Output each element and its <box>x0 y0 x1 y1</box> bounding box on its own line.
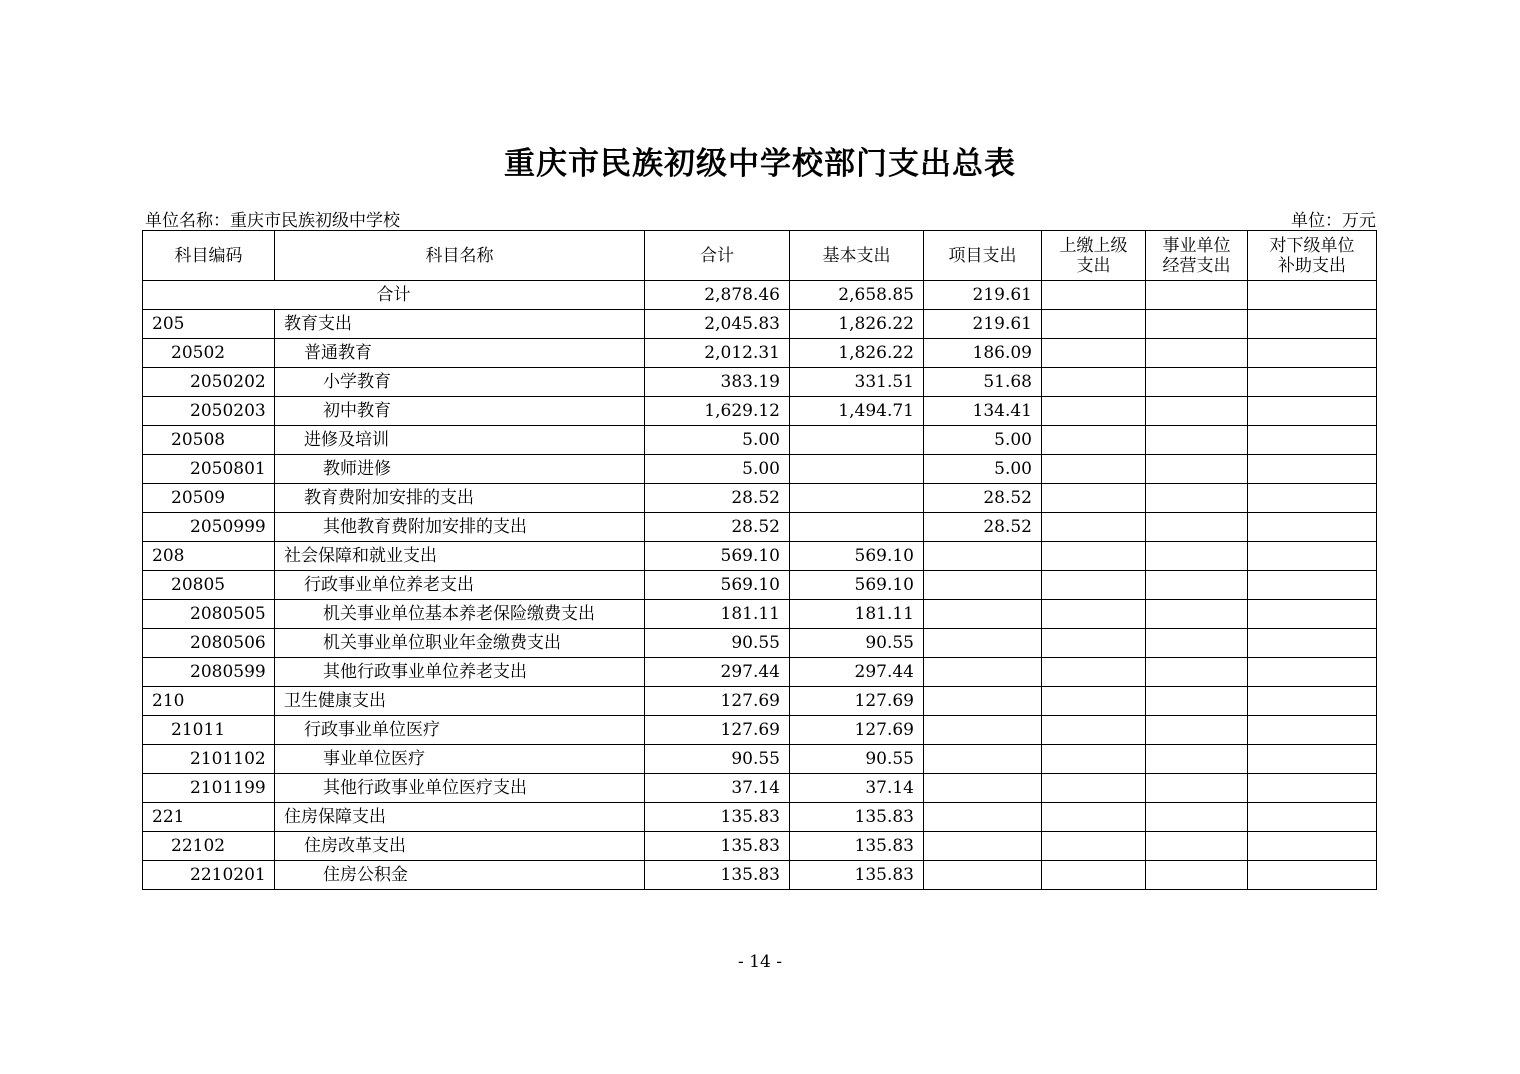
basic-value: 1,494.71 <box>790 397 924 426</box>
subject-code: 20805 <box>143 571 275 600</box>
total-upper <box>1042 281 1146 310</box>
table-row <box>143 803 1377 832</box>
business-value <box>1146 310 1248 339</box>
total-business <box>1146 281 1248 310</box>
business-value <box>1146 600 1248 629</box>
basic-value <box>790 455 924 484</box>
subsidy-value <box>1248 542 1377 571</box>
header-upper-line2: 支出 <box>1076 255 1111 276</box>
subsidy-value <box>1248 600 1377 629</box>
subject-code: 2101199 <box>143 774 275 803</box>
header-project: 项目支出 <box>924 231 1042 281</box>
upper-value <box>1042 600 1146 629</box>
subsidy-value <box>1248 513 1377 542</box>
subsidy-value <box>1248 368 1377 397</box>
business-value <box>1146 774 1248 803</box>
total-value: 135.83 <box>645 861 790 890</box>
subsidy-value <box>1248 339 1377 368</box>
subsidy-value <box>1248 484 1377 513</box>
basic-value: 37.14 <box>790 774 924 803</box>
upper-value <box>1042 397 1146 426</box>
project-value <box>924 687 1042 716</box>
basic-value: 90.55 <box>790 745 924 774</box>
table-row <box>143 571 1377 600</box>
subject-name: 教育支出 <box>275 310 645 339</box>
subject-name: 教育费附加安排的支出 <box>275 484 645 513</box>
upper-value <box>1042 861 1146 890</box>
table-row <box>143 687 1377 716</box>
subject-code: 21011 <box>143 716 275 745</box>
business-value <box>1146 339 1248 368</box>
basic-value: 127.69 <box>790 716 924 745</box>
subject-name: 住房保障支出 <box>275 803 645 832</box>
subject-code: 2080599 <box>143 658 275 687</box>
subject-name: 其他行政事业单位养老支出 <box>275 658 645 687</box>
business-value <box>1146 629 1248 658</box>
project-value <box>924 803 1042 832</box>
subject-code: 2050203 <box>143 397 275 426</box>
table-row <box>143 368 1377 397</box>
subject-code: 210 <box>143 687 275 716</box>
subsidy-value <box>1248 455 1377 484</box>
total-value: 127.69 <box>645 716 790 745</box>
project-value <box>924 600 1042 629</box>
upper-value <box>1042 658 1146 687</box>
basic-value <box>790 513 924 542</box>
subject-name: 行政事业单位医疗 <box>275 716 645 745</box>
business-value <box>1146 455 1248 484</box>
subject-name: 住房改革支出 <box>275 832 645 861</box>
header-name: 科目名称 <box>275 231 645 281</box>
project-value: 5.00 <box>924 426 1042 455</box>
subject-name: 社会保障和就业支出 <box>275 542 645 571</box>
business-value <box>1146 513 1248 542</box>
table-row <box>143 600 1377 629</box>
table-row <box>143 310 1377 339</box>
business-value <box>1146 658 1248 687</box>
table-row <box>143 629 1377 658</box>
subsidy-value <box>1248 803 1377 832</box>
basic-value: 297.44 <box>790 658 924 687</box>
project-value <box>924 716 1042 745</box>
table-row <box>143 513 1377 542</box>
subject-name: 机关事业单位职业年金缴费支出 <box>275 629 645 658</box>
subject-code: 221 <box>143 803 275 832</box>
total-value: 127.69 <box>645 687 790 716</box>
project-value: 28.52 <box>924 484 1042 513</box>
upper-value <box>1042 716 1146 745</box>
project-value <box>924 542 1042 571</box>
subsidy-value <box>1248 774 1377 803</box>
basic-value: 127.69 <box>790 687 924 716</box>
project-value <box>924 658 1042 687</box>
table-row <box>143 484 1377 513</box>
subject-name: 事业单位医疗 <box>275 745 645 774</box>
subject-code: 2080505 <box>143 600 275 629</box>
table-row <box>143 716 1377 745</box>
header-subsidy <box>1248 231 1377 281</box>
project-value: 186.09 <box>924 339 1042 368</box>
table-row <box>143 455 1377 484</box>
project-value: 28.52 <box>924 513 1042 542</box>
basic-value: 569.10 <box>790 571 924 600</box>
header-subsidy-line2: 补助支出 <box>1278 255 1346 276</box>
expenditure-table <box>142 230 1377 890</box>
business-value <box>1146 716 1248 745</box>
total-value: 181.11 <box>645 600 790 629</box>
header-business-line1: 事业单位 <box>1162 235 1231 256</box>
total-value: 135.83 <box>645 832 790 861</box>
total-subsidy <box>1248 281 1377 310</box>
upper-value <box>1042 629 1146 658</box>
subject-name: 小学教育 <box>275 368 645 397</box>
subject-name: 进修及培训 <box>275 426 645 455</box>
business-value <box>1146 484 1248 513</box>
total-value: 1,629.12 <box>645 397 790 426</box>
subsidy-value <box>1248 397 1377 426</box>
business-value <box>1146 832 1248 861</box>
subject-code: 20509 <box>143 484 275 513</box>
subject-code: 2080506 <box>143 629 275 658</box>
total-value: 28.52 <box>645 513 790 542</box>
subject-code: 20502 <box>143 339 275 368</box>
subsidy-value <box>1248 571 1377 600</box>
page-title: 重庆市民族初级中学校部门支出总表 <box>504 146 1016 182</box>
project-value <box>924 774 1042 803</box>
table-row <box>143 861 1377 890</box>
subject-name: 其他行政事业单位医疗支出 <box>275 774 645 803</box>
unit-name: 单位名称：重庆市民族初级中学校 <box>145 211 400 231</box>
subject-code: 22102 <box>143 832 275 861</box>
subsidy-value <box>1248 426 1377 455</box>
business-value <box>1146 426 1248 455</box>
total-value: 297.44 <box>645 658 790 687</box>
project-value: 219.61 <box>924 310 1042 339</box>
table-row <box>143 832 1377 861</box>
basic-value: 331.51 <box>790 368 924 397</box>
basic-value: 1,826.22 <box>790 310 924 339</box>
table-row <box>143 426 1377 455</box>
subject-code: 2050999 <box>143 513 275 542</box>
basic-value <box>790 484 924 513</box>
subject-name: 普通教育 <box>275 339 645 368</box>
table-row <box>143 774 1377 803</box>
subject-name: 初中教育 <box>275 397 645 426</box>
total-value: 90.55 <box>645 629 790 658</box>
total-value: 569.10 <box>645 542 790 571</box>
project-value <box>924 832 1042 861</box>
subsidy-value <box>1248 745 1377 774</box>
business-value <box>1146 687 1248 716</box>
total-basic: 2,658.85 <box>790 281 924 310</box>
subject-name: 教师进修 <box>275 455 645 484</box>
table-row <box>143 745 1377 774</box>
business-value <box>1146 368 1248 397</box>
business-value <box>1146 861 1248 890</box>
table-row <box>143 339 1377 368</box>
upper-value <box>1042 426 1146 455</box>
upper-value <box>1042 455 1146 484</box>
header-upper <box>1042 231 1146 281</box>
project-value <box>924 571 1042 600</box>
subsidy-value <box>1248 658 1377 687</box>
total-row <box>143 281 1377 310</box>
table-row <box>143 397 1377 426</box>
basic-value: 1,826.22 <box>790 339 924 368</box>
page-number: - 14 - <box>738 952 782 972</box>
subject-code: 2101102 <box>143 745 275 774</box>
total-value: 383.19 <box>645 368 790 397</box>
project-value: 5.00 <box>924 455 1042 484</box>
header-basic: 基本支出 <box>790 231 924 281</box>
basic-value: 569.10 <box>790 542 924 571</box>
upper-value <box>1042 832 1146 861</box>
business-value <box>1146 745 1248 774</box>
subject-code: 2210201 <box>143 861 275 890</box>
total-label: 合计 <box>143 281 645 310</box>
business-value <box>1146 571 1248 600</box>
subject-code: 2050801 <box>143 455 275 484</box>
table-row <box>143 658 1377 687</box>
header-subsidy-line1: 对下级单位 <box>1269 235 1355 256</box>
business-value <box>1146 803 1248 832</box>
subsidy-value <box>1248 310 1377 339</box>
upper-value <box>1042 513 1146 542</box>
project-value <box>924 861 1042 890</box>
subsidy-value <box>1248 687 1377 716</box>
total-value: 569.10 <box>645 571 790 600</box>
total-value: 90.55 <box>645 745 790 774</box>
table-row <box>143 542 1377 571</box>
basic-value: 90.55 <box>790 629 924 658</box>
header-total: 合计 <box>645 231 790 281</box>
upper-value <box>1042 774 1146 803</box>
total-value: 5.00 <box>645 426 790 455</box>
project-value: 51.68 <box>924 368 1042 397</box>
total-value: 135.83 <box>645 803 790 832</box>
project-value <box>924 745 1042 774</box>
upper-value <box>1042 745 1146 774</box>
total-value: 2,045.83 <box>645 310 790 339</box>
subsidy-value <box>1248 832 1377 861</box>
subject-name: 其他教育费附加安排的支出 <box>275 513 645 542</box>
subsidy-value <box>1248 629 1377 658</box>
header-upper-line1: 上缴上级 <box>1059 235 1128 256</box>
subsidy-value <box>1248 861 1377 890</box>
basic-value <box>790 426 924 455</box>
header-business <box>1146 231 1248 281</box>
subject-name: 行政事业单位养老支出 <box>275 571 645 600</box>
total-project: 219.61 <box>924 281 1042 310</box>
header-business-line2: 经营支出 <box>1162 255 1231 276</box>
total-value: 28.52 <box>645 484 790 513</box>
project-value: 134.41 <box>924 397 1042 426</box>
total-total: 2,878.46 <box>645 281 790 310</box>
header-row <box>143 231 1377 281</box>
subject-code: 208 <box>143 542 275 571</box>
project-value <box>924 629 1042 658</box>
total-value: 5.00 <box>645 455 790 484</box>
upper-value <box>1042 803 1146 832</box>
subsidy-value <box>1248 716 1377 745</box>
basic-value: 135.83 <box>790 832 924 861</box>
business-value <box>1146 542 1248 571</box>
upper-value <box>1042 310 1146 339</box>
upper-value <box>1042 687 1146 716</box>
unit-label: 单位：万元 <box>1291 211 1376 231</box>
subject-name: 住房公积金 <box>275 861 645 890</box>
subject-name: 机关事业单位基本养老保险缴费支出 <box>275 600 645 629</box>
subject-code: 2050202 <box>143 368 275 397</box>
subject-code: 205 <box>143 310 275 339</box>
subject-name: 卫生健康支出 <box>275 687 645 716</box>
basic-value: 135.83 <box>790 803 924 832</box>
basic-value: 135.83 <box>790 861 924 890</box>
upper-value <box>1042 484 1146 513</box>
header-code: 科目编码 <box>143 231 275 281</box>
business-value <box>1146 397 1248 426</box>
upper-value <box>1042 368 1146 397</box>
total-value: 37.14 <box>645 774 790 803</box>
total-value: 2,012.31 <box>645 339 790 368</box>
upper-value <box>1042 339 1146 368</box>
basic-value: 181.11 <box>790 600 924 629</box>
upper-value <box>1042 571 1146 600</box>
upper-value <box>1042 542 1146 571</box>
subject-code: 20508 <box>143 426 275 455</box>
